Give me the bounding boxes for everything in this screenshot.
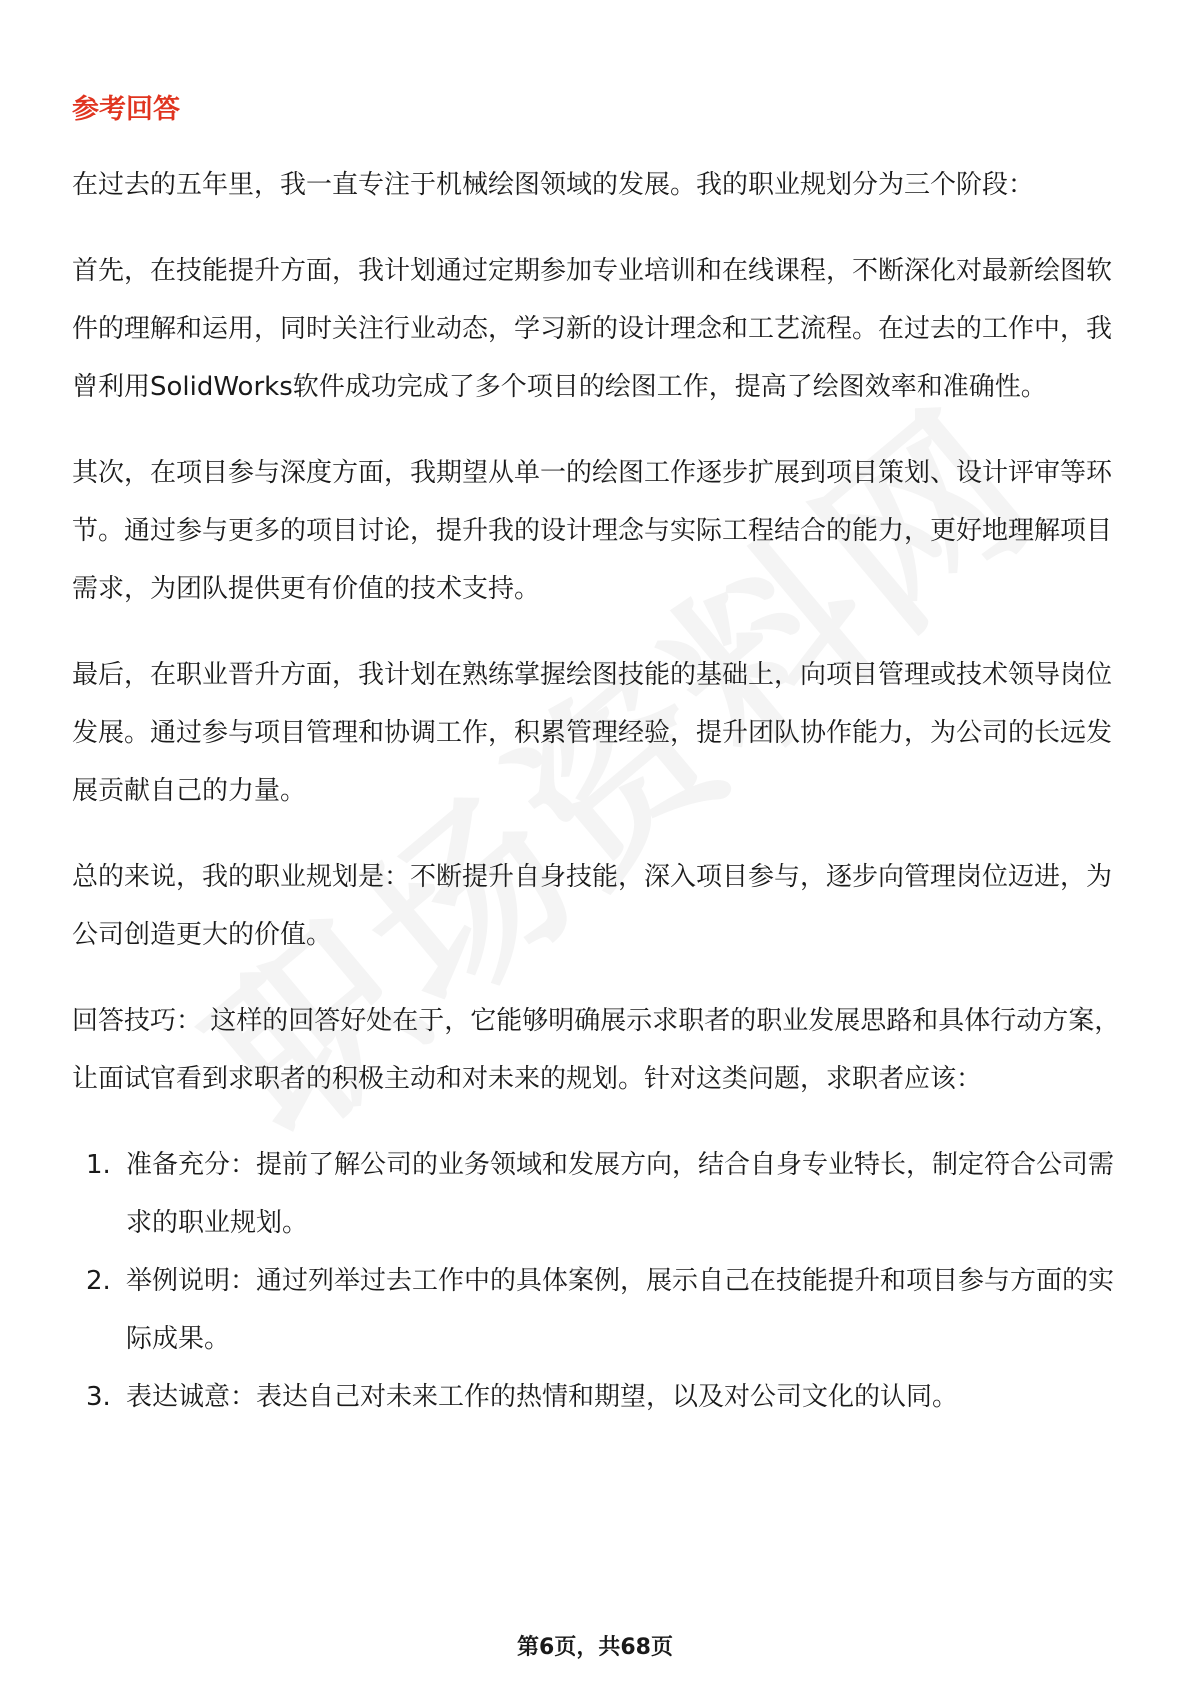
document-body bbox=[72, 90, 1122, 1426]
section-heading: 参考回答 bbox=[72, 94, 180, 125]
list-item bbox=[72, 1252, 1122, 1368]
page-footer: 第6页，共68页 bbox=[517, 1635, 673, 1660]
intro-paragraph: 在过去的五年里，我一直专注于机械绘图领域的发展。我的职业规划分为三个阶段： bbox=[72, 170, 1035, 200]
list-item bbox=[72, 1368, 1122, 1426]
list-item-text: 表达诚意：表达自己对未来工作的热情和期望，以及对公司文化的认同。 bbox=[126, 1382, 959, 1412]
list-item-number: 1. bbox=[86, 1150, 111, 1180]
tips-list bbox=[72, 1136, 1122, 1426]
project-paragraph: 其次，在项目参与深度方面，我期望从单一的绘图工作逐步扩展到项目策划、设计评审等环节。通过参与更多的项目讨论，提升我的设计理念与实际工程结合的能力，更好地理解项目需求，为团队提供更有价值的技术支持。 bbox=[72, 458, 1113, 604]
list-item-text: 准备充分：提前了解公司的业务领域和发展方向，结合自身专业特长，制定符合公司需求的职业规划。 bbox=[126, 1150, 1115, 1238]
list-item-number: 3. bbox=[86, 1382, 111, 1412]
tips-intro-paragraph: 回答技巧： 这样的回答好处在于，它能够明确展示求职者的职业发展思路和具体行动方案，让面试官看到求职者的积极主动和对未来的规划。针对这类问题，求职者应该： bbox=[72, 1006, 1121, 1094]
list-item-text: 举例说明：通过列举过去工作中的具体案例，展示自己在技能提升和项目参与方面的实际成果。 bbox=[126, 1266, 1115, 1354]
promotion-paragraph: 最后，在职业晋升方面，我计划在熟练掌握绘图技能的基础上，向项目管理或技术领导岗位发展。通过参与项目管理和协调工作，积累管理经验，提升团队协作能力，为公司的长远发展贡献自己的力量。 bbox=[72, 660, 1113, 806]
summary-paragraph: 总的来说，我的职业规划是：不断提升自身技能，深入项目参与，逐步向管理岗位迈进，为公司创造更大的价值。 bbox=[72, 862, 1113, 950]
list-item bbox=[72, 1136, 1122, 1252]
skill-paragraph: 首先，在技能提升方面，我计划通过定期参加专业培训和在线课程，不断深化对最新绘图软件的理解和运用，同时关注行业动态，学习新的设计理念和工艺流程。在过去的工作中，我曾利用SolidWorks软件成功完成了多个项目的绘图工作，提高了绘图效率和准确性。 bbox=[72, 256, 1113, 402]
list-item-number: 2. bbox=[86, 1266, 111, 1296]
